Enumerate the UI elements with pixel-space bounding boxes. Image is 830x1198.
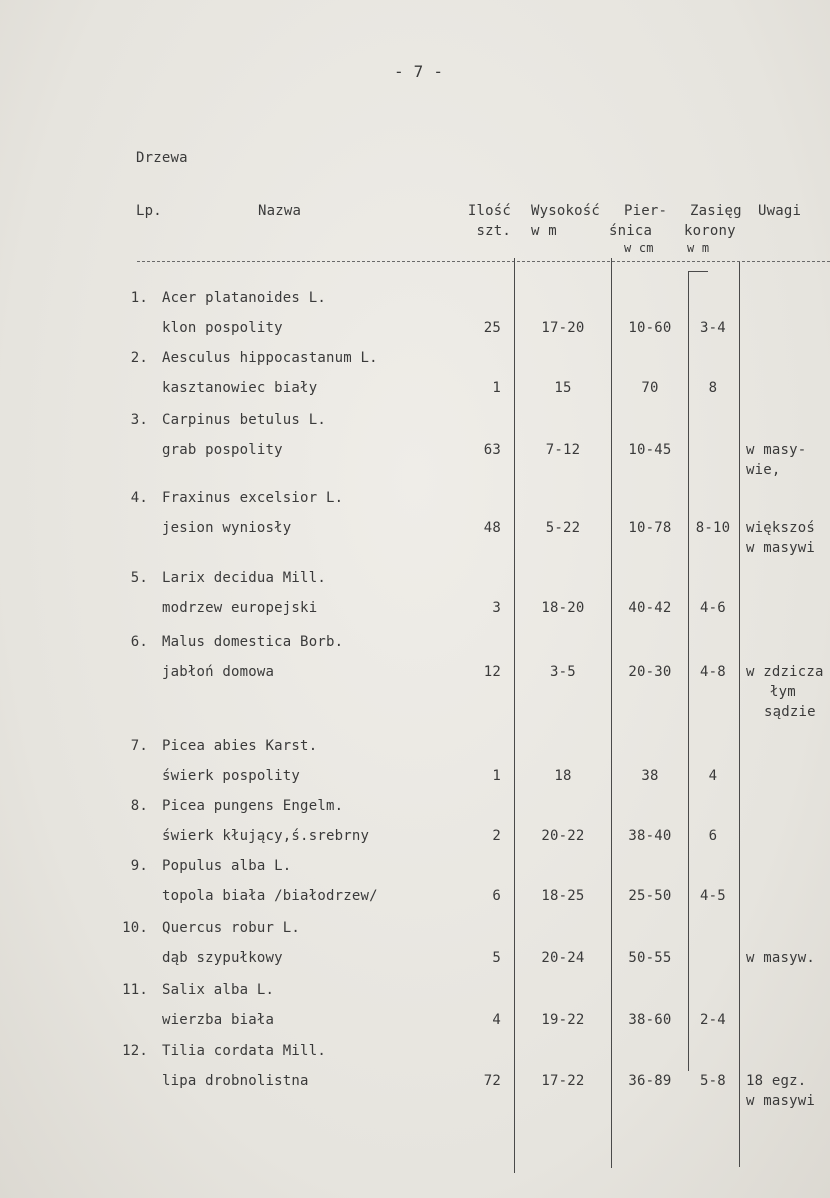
girth-cell: 70 [641, 380, 659, 396]
height-cell: 5-22 [545, 520, 581, 536]
count-cell: 63 [483, 442, 501, 458]
count-cell: 4 [492, 1012, 501, 1028]
row-number: 6. [130, 634, 148, 650]
crown-cell: 4-8 [700, 664, 726, 680]
polish-name: topola biała /białodrzew/ [162, 888, 378, 904]
count-cell: 72 [483, 1073, 501, 1089]
latin-name: Larix decidua Mill. [162, 570, 326, 586]
latin-name: Tilia cordata Mill. [162, 1043, 326, 1059]
height-cell: 15 [554, 380, 572, 396]
crown-cell: 8-10 [695, 520, 731, 536]
polish-name: wierzba biała [162, 1012, 275, 1028]
row-number: 4. [130, 490, 148, 506]
height-cell: 7-12 [545, 442, 581, 458]
polish-name: świerk pospolity [162, 768, 301, 784]
latin-name: Malus domestica Borb. [162, 634, 344, 650]
count-cell: 2 [492, 828, 501, 844]
row-number: 9. [130, 858, 148, 874]
girth-cell: 36-89 [628, 1073, 672, 1089]
height-cell: 18 [554, 768, 572, 784]
latin-name: Carpinus betulus L. [162, 412, 326, 428]
section-title: Drzewa [136, 150, 188, 166]
header-name: Nazwa [258, 203, 302, 219]
notes-cell: łym [770, 684, 796, 700]
header-notes: Uwagi [758, 203, 802, 219]
crown-cell: 8 [708, 380, 718, 396]
latin-name: Picea abies Karst. [162, 738, 318, 754]
girth-cell: 10-78 [628, 520, 672, 536]
polish-name: jesion wyniosły [162, 520, 292, 536]
notes-cell: sądzie [764, 704, 816, 720]
height-cell: 3-5 [550, 664, 576, 680]
page-number: - 7 - [394, 62, 444, 81]
girth-cell: 10-60 [628, 320, 672, 336]
row-number: 7. [130, 738, 148, 754]
polish-name: grab pospolity [162, 442, 283, 458]
crown-cell: 4-5 [700, 888, 726, 904]
count-cell: 3 [492, 600, 501, 616]
row-number: 8. [130, 798, 148, 814]
girth-cell: 38 [641, 768, 659, 784]
column-rule [688, 271, 689, 1071]
header-girth-unit: w cm [624, 241, 654, 255]
polish-name: świerk kłujący,ś.srebrny [162, 828, 370, 844]
notes-cell: w zdzicza [746, 664, 824, 680]
polish-name: klon pospolity [162, 320, 283, 336]
row-number: 3. [130, 412, 148, 428]
latin-name: Fraxinus excelsior L. [162, 490, 344, 506]
column-rule [739, 262, 740, 1167]
notes-cell: 18 egz. [746, 1073, 807, 1089]
column-rule [514, 258, 515, 1173]
count-cell: 12 [483, 664, 501, 680]
header-crown: Zasięg [690, 203, 742, 219]
header-height: Wysokość [531, 203, 601, 219]
girth-cell: 38-40 [628, 828, 672, 844]
header-lp: Lp. [136, 203, 162, 219]
header-count-unit: szt. [476, 223, 511, 239]
row-number: 10. [122, 920, 148, 936]
height-cell: 17-22 [541, 1073, 585, 1089]
girth-cell: 50-55 [628, 950, 672, 966]
header-count: Ilość [467, 203, 511, 219]
crown-cell: 3-4 [700, 320, 726, 336]
header-girth: Pier- [624, 203, 668, 219]
height-cell: 18-25 [541, 888, 585, 904]
girth-cell: 40-42 [628, 600, 672, 616]
notes-cell: w masy- [746, 442, 807, 458]
crown-cell: 4-6 [700, 600, 726, 616]
crown-cell: 6 [708, 828, 718, 844]
height-cell: 17-20 [541, 320, 585, 336]
count-cell: 5 [492, 950, 501, 966]
girth-cell: 10-45 [628, 442, 672, 458]
row-number: 1. [130, 290, 148, 306]
polish-name: jabłoń domowa [162, 664, 275, 680]
header-crown-2: korony [684, 223, 736, 239]
count-cell: 25 [483, 320, 501, 336]
crown-cell: 2-4 [700, 1012, 726, 1028]
girth-cell: 25-50 [628, 888, 672, 904]
header-girth-2: śnica [609, 223, 653, 239]
notes-cell: większoś [746, 520, 816, 536]
column-rule [688, 271, 708, 272]
polish-name: dąb szypułkowy [162, 950, 283, 966]
girth-cell: 38-60 [628, 1012, 672, 1028]
crown-cell: 4 [708, 768, 718, 784]
row-number: 11. [122, 982, 148, 998]
count-cell: 1 [492, 768, 501, 784]
notes-cell: wie, [746, 462, 781, 478]
latin-name: Populus alba L. [162, 858, 292, 874]
latin-name: Quercus robur L. [162, 920, 301, 936]
header-crown-unit: w m [687, 241, 710, 255]
height-cell: 18-20 [541, 600, 585, 616]
notes-cell: w masyw. [746, 950, 816, 966]
latin-name: Aesculus hippocastanum L. [162, 350, 378, 366]
girth-cell: 20-30 [628, 664, 672, 680]
height-cell: 20-22 [541, 828, 585, 844]
row-number: 5. [130, 570, 148, 586]
count-cell: 6 [492, 888, 501, 904]
polish-name: modrzew europejski [162, 600, 318, 616]
notes-cell: w masywi [746, 1093, 816, 1109]
latin-name: Acer platanoides L. [162, 290, 326, 306]
header-separator [137, 261, 830, 262]
crown-cell: 5-8 [700, 1073, 726, 1089]
count-cell: 1 [492, 380, 501, 396]
count-cell: 48 [483, 520, 501, 536]
polish-name: kasztanowiec biały [162, 380, 318, 396]
height-cell: 20-24 [541, 950, 585, 966]
latin-name: Salix alba L. [162, 982, 275, 998]
notes-cell: w masywi [746, 540, 816, 556]
header-height-unit: w m [531, 223, 557, 239]
polish-name: lipa drobnolistna [162, 1073, 309, 1089]
latin-name: Picea pungens Engelm. [162, 798, 344, 814]
height-cell: 19-22 [541, 1012, 585, 1028]
row-number: 2. [130, 350, 148, 366]
row-number: 12. [122, 1043, 148, 1059]
